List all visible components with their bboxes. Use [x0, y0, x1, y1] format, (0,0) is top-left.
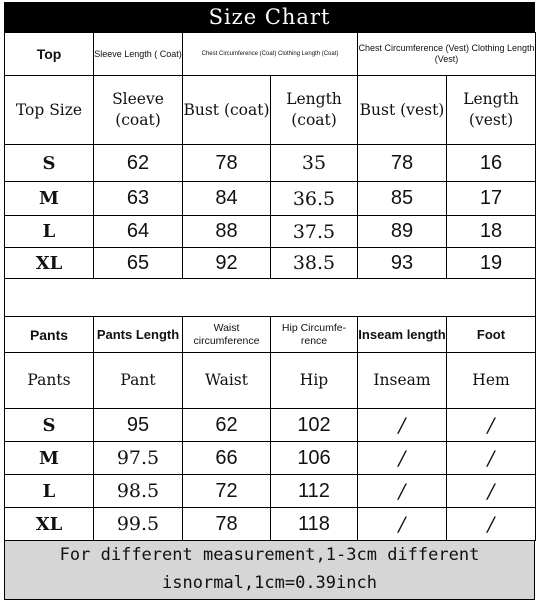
inseam-source-label: Inseam length [358, 317, 447, 353]
top-col-header: Sleeve (coat) [94, 76, 183, 145]
size-label: XL [5, 508, 94, 541]
pants-col-header: Waist [183, 353, 271, 409]
table-cell: 19 [447, 248, 536, 279]
table-cell: 106 [271, 442, 358, 475]
table-cell: 85 [358, 182, 447, 216]
top-col-header: Bust (vest) [358, 76, 447, 145]
pants-col-header: Inseam [358, 353, 447, 409]
table-cell: 112 [271, 475, 358, 508]
top-size-table [4, 32, 536, 317]
pants-column-header-row [5, 353, 536, 409]
table-row [5, 409, 536, 442]
table-cell: 38.5 [271, 248, 358, 279]
table-cell: 17 [447, 182, 536, 216]
spacer-row [5, 279, 536, 317]
table-cell: 16 [447, 145, 536, 182]
table-row [5, 475, 536, 508]
table-row [5, 216, 536, 248]
table-cell: 78 [183, 508, 271, 541]
table-cell: 37.5 [271, 216, 358, 248]
table-cell: 99.5 [94, 508, 183, 541]
size-label: L [5, 475, 94, 508]
table-cell: / [447, 508, 536, 541]
pants-col-header: Hip [271, 353, 358, 409]
table-cell: 95 [94, 409, 183, 442]
table-row [5, 182, 536, 216]
table-cell: / [447, 442, 536, 475]
table-cell: 93 [358, 248, 447, 279]
measurement-note [4, 540, 535, 600]
table-cell: 18 [447, 216, 536, 248]
note-line-2: isnormal,1cm=0.39inch [162, 573, 377, 593]
top-col-header: Length (coat) [271, 76, 358, 145]
table-cell: 118 [271, 508, 358, 541]
table-cell: 36.5 [271, 182, 358, 216]
top-col-header: Length (vest) [447, 76, 536, 145]
table-cell: 62 [94, 145, 183, 182]
pants-length-source-label: Pants Length [94, 317, 183, 353]
table-cell: / [358, 442, 447, 475]
table-row [5, 442, 536, 475]
size-label: L [5, 216, 94, 248]
size-label: M [5, 182, 94, 216]
table-row [5, 508, 536, 541]
pants-size-table [4, 316, 536, 541]
table-cell: 92 [183, 248, 271, 279]
table-cell: / [358, 409, 447, 442]
top-col-header: Top Size [5, 76, 94, 145]
table-cell: 78 [183, 145, 271, 182]
size-label: S [5, 409, 94, 442]
table-cell: / [447, 475, 536, 508]
chart-title: Size Chart [4, 2, 535, 32]
table-cell: 97.5 [94, 442, 183, 475]
table-cell: / [447, 409, 536, 442]
table-cell: 72 [183, 475, 271, 508]
top-category-label: Top [5, 33, 94, 76]
note-line-1: For different measurement,1-3cm different [59, 545, 480, 565]
top-col-header: Bust (coat) [183, 76, 271, 145]
pants-category-label: Pants [5, 317, 94, 353]
size-label: XL [5, 248, 94, 279]
table-spacer [5, 279, 536, 317]
top-column-header-row [5, 76, 536, 145]
waist-source-label: Waist circumference [183, 317, 271, 353]
table-cell: / [358, 508, 447, 541]
table-row [5, 145, 536, 182]
table-cell: 98.5 [94, 475, 183, 508]
sleeve-length-source-label: Sleeve Length ( Coat) [94, 33, 183, 76]
pants-col-header: Pants [5, 353, 94, 409]
top-source-header-row [5, 33, 536, 76]
coat-chest-length-source-label: Chest Circumference (Coat) Clothing Length (Coat) [183, 33, 358, 76]
table-cell: / [358, 475, 447, 508]
pants-source-header-row [5, 317, 536, 353]
table-cell: 63 [94, 182, 183, 216]
hip-source-label: Hip Circumfe-rence [271, 317, 358, 353]
table-cell: 64 [94, 216, 183, 248]
table-cell: 102 [271, 409, 358, 442]
table-row [5, 248, 536, 279]
pants-col-header: Hem [447, 353, 536, 409]
table-cell: 89 [358, 216, 447, 248]
size-label: M [5, 442, 94, 475]
table-cell: 88 [183, 216, 271, 248]
table-cell: 78 [358, 145, 447, 182]
table-cell: 35 [271, 145, 358, 182]
foot-source-label: Foot [447, 317, 536, 353]
size-chart [4, 2, 535, 600]
vest-chest-length-source-label: Chest Circumference (Vest) Clothing Length (Vest) [358, 33, 536, 76]
table-cell: 84 [183, 182, 271, 216]
table-cell: 62 [183, 409, 271, 442]
pants-col-header: Pant [94, 353, 183, 409]
table-cell: 66 [183, 442, 271, 475]
table-cell: 65 [94, 248, 183, 279]
size-label: S [5, 145, 94, 182]
